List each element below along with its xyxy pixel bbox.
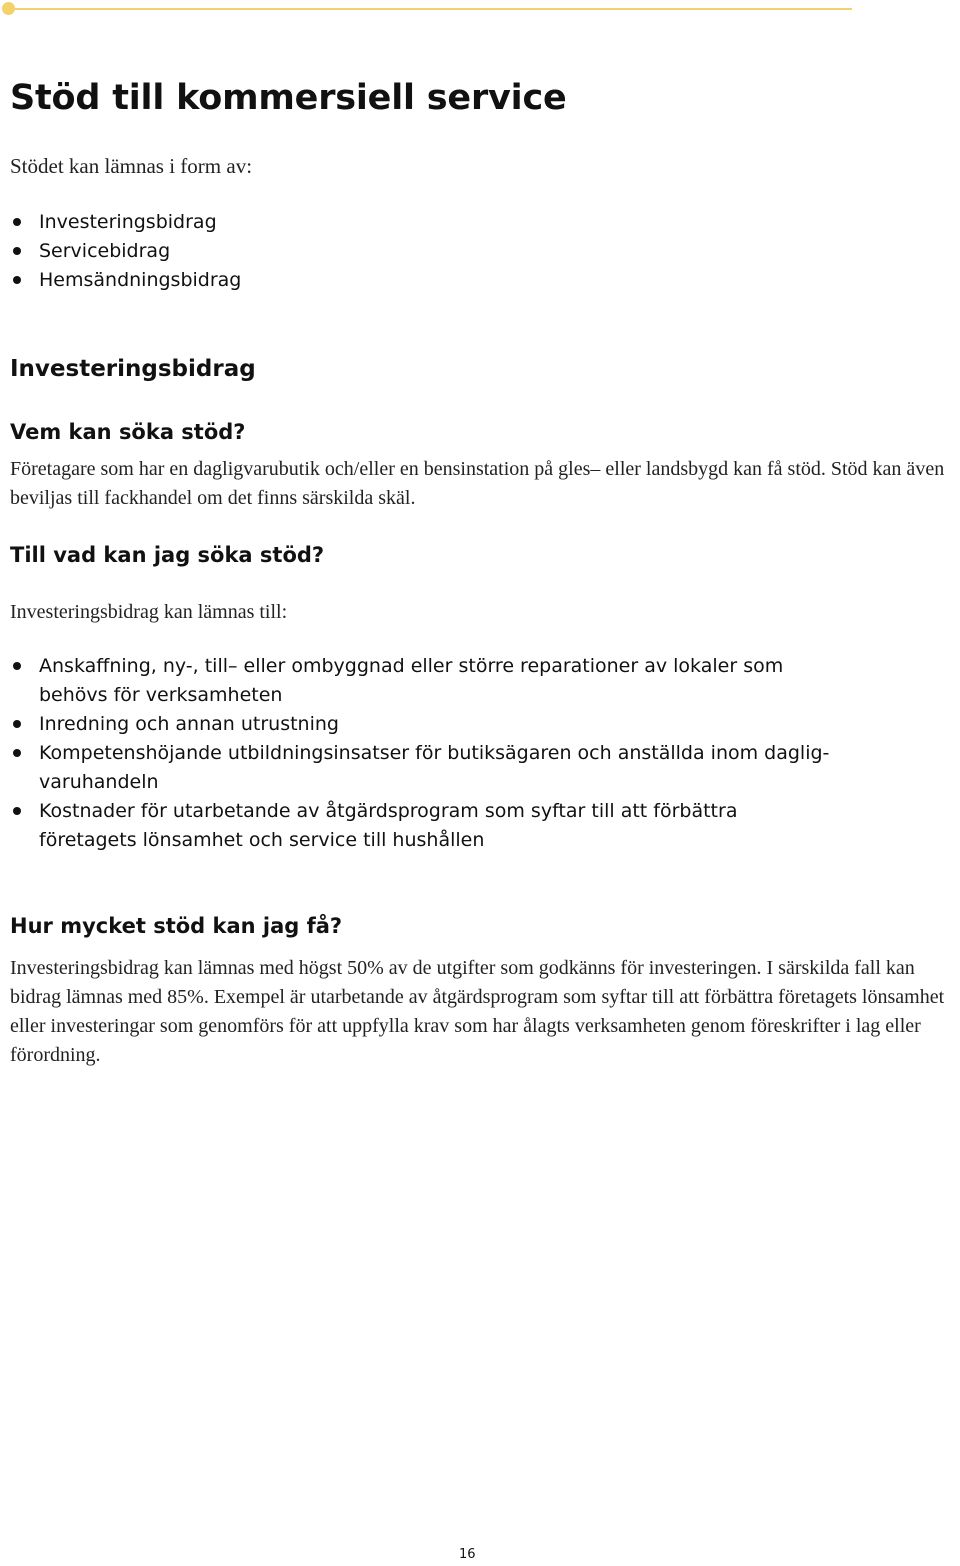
list-item: Kompetenshöjande utbildningsinsatser för butiksägaren och anställda inom daglig-varuhandeln: [10, 739, 840, 797]
section-title: Investeringsbidrag: [10, 356, 256, 382]
eligible-costs-list: [10, 652, 840, 855]
list-item: Inredning och annan utrustning: [10, 710, 840, 739]
what-intro: Investeringsbidrag kan lämnas till:: [10, 601, 288, 623]
how-much-heading: Hur mycket stöd kan jag få?: [10, 914, 343, 938]
bullet-icon: [13, 247, 21, 255]
list-item: Anskaffning, ny-, till– eller ombyggnad eller större reparationer av lokaler som behövs för verksamheten: [10, 652, 840, 710]
page-title: Stöd till kommersiell service: [10, 78, 567, 118]
bullet-icon: [13, 749, 21, 757]
who-heading: Vem kan söka stöd?: [10, 420, 246, 444]
who-text: Företagare som har en dagligvarubutik och/eller en bensinstation på gles– eller landsbygd kan få stöd. Stöd kan även beviljas till fackhandel om det finns särskilda skäl.: [10, 458, 945, 509]
bullet-icon: [13, 807, 21, 815]
intro-text: Stödet kan lämnas i form av:: [10, 154, 253, 178]
header-dot: [2, 2, 15, 15]
list-item: Kostnader för utarbetande av åtgärdsprogram som syftar till att förbättra företagets lönsamhet och service till hushållen: [10, 797, 840, 855]
what-heading: Till vad kan jag söka stöd?: [10, 543, 325, 567]
bullet-icon: [13, 662, 21, 670]
list-item: Hemsändningsbidrag: [10, 266, 241, 295]
page-number: 16: [459, 1547, 476, 1562]
how-much-text: Investeringsbidrag kan lämnas med högst 50% av de utgifter som godkänns för investeringen. I särskilda fall kan bidrag lämnas med 85%. Exempel är utarbetande av åtgärdsprogram som syftar till att förbättra företagets lönsamhet eller investeringar som genomförs för att uppfylla krav som har ålagts verksamheten genom föreskrifter i lag eller förordning.: [10, 957, 945, 1066]
list-item: Servicebidrag: [10, 237, 241, 266]
bullet-icon: [13, 276, 21, 284]
bullet-icon: [13, 218, 21, 226]
support-type-list: [10, 208, 241, 295]
header-rule: [8, 8, 852, 10]
bullet-icon: [13, 720, 21, 728]
list-item: Investeringsbidrag: [10, 208, 241, 237]
